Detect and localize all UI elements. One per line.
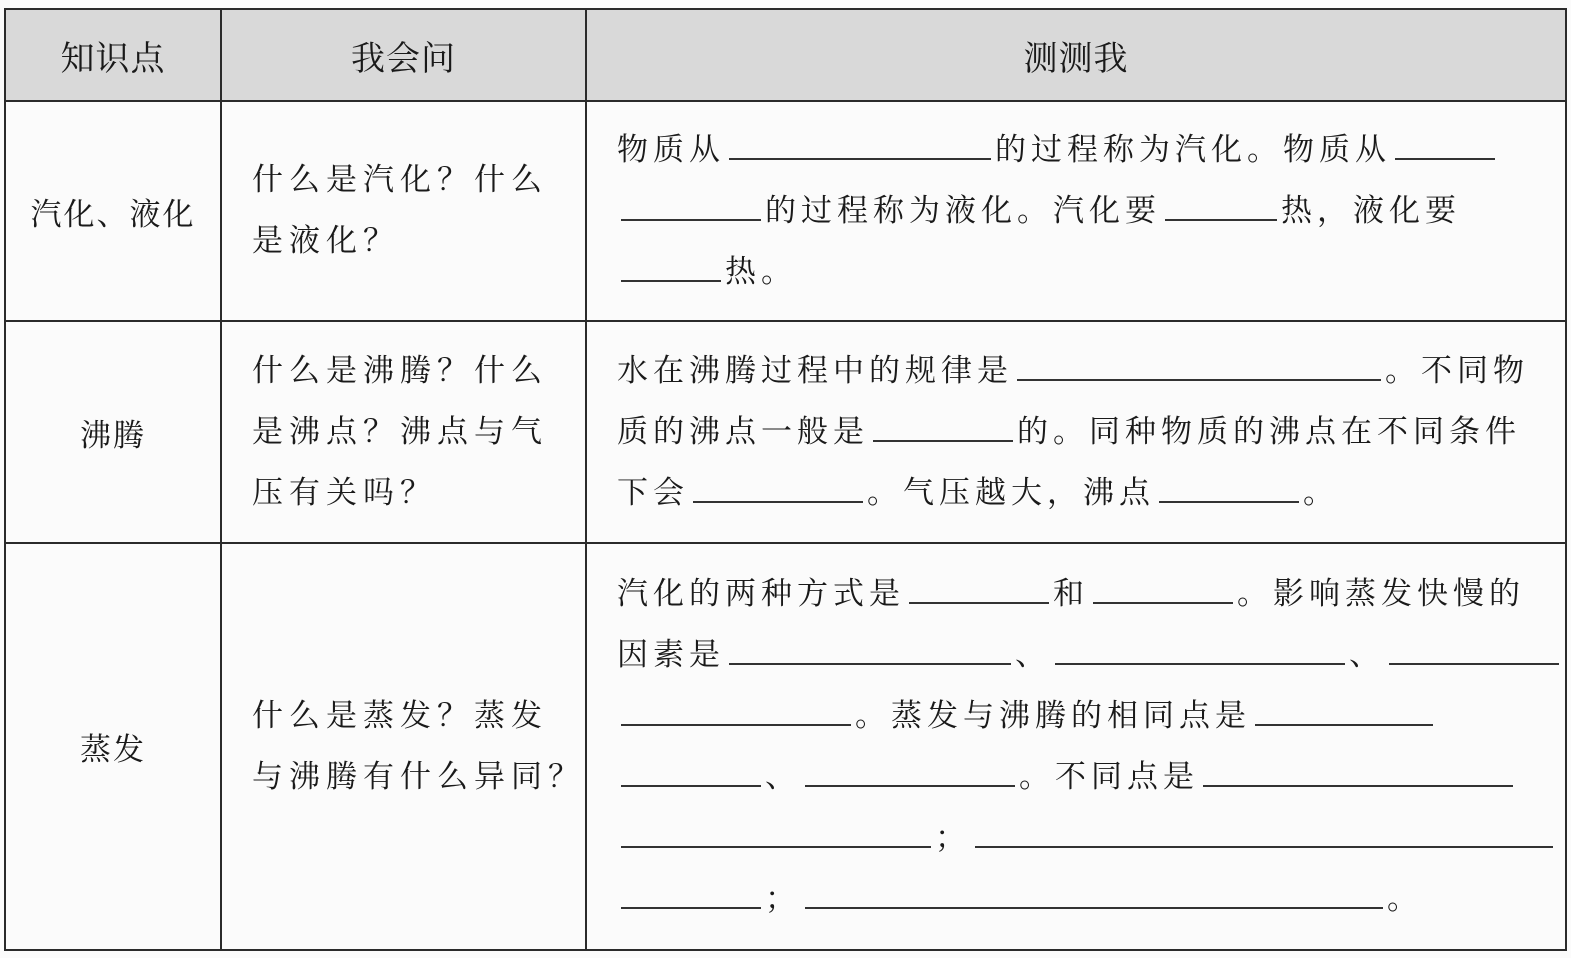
test-text: 。 [1387,880,1423,917]
answer-blank[interactable] [621,189,761,221]
test-text: 热，液化要 [1281,192,1461,229]
header-ask: 我会问 [221,9,586,101]
answer-blank[interactable] [909,572,1049,604]
topic-cell: 汽化、液化 [5,101,221,321]
answer-blank[interactable] [1017,349,1381,381]
test-text: 下会 [617,474,689,511]
test-text: ； [765,880,801,917]
ask-line: 是沸点？沸点与气 [252,413,548,450]
test-cell [586,101,1566,321]
test-cell [586,321,1566,543]
test-line [617,625,1541,686]
test-cell [586,543,1566,950]
answer-blank[interactable] [1255,694,1433,726]
answer-blank[interactable] [1159,471,1299,503]
test-line [617,341,1541,402]
ask-line: 与沸腾有什么异同？ [252,758,585,795]
ask-line: 压有关吗？ [252,474,437,511]
answer-blank[interactable] [1395,128,1495,160]
ask-line: 是液化？ [252,223,400,259]
test-line [617,869,1541,930]
answer-blank[interactable] [621,877,761,909]
test-text: 因素是 [617,636,725,673]
answer-blank[interactable] [1055,633,1345,665]
test-line [617,808,1541,869]
test-text: 的过程称为汽化。物质从 [995,131,1391,168]
answer-blank[interactable] [621,755,761,787]
test-text: 热。 [725,253,797,290]
test-line [617,463,1541,524]
test-text: 。气压越大，沸点 [867,474,1155,511]
answer-blank[interactable] [805,755,1015,787]
ask-cell [221,321,586,543]
answer-blank[interactable] [729,128,991,160]
test-text: 汽化的两种方式是 [617,575,905,612]
topic-cell: 蒸发 [5,543,221,950]
test-text: 水在沸腾过程中的规律是 [617,352,1013,389]
test-text: 。蒸发与沸腾的相同点是 [855,697,1251,734]
test-line [617,181,1541,242]
test-text: 和 [1053,575,1089,612]
answer-blank[interactable] [1389,633,1559,665]
header-row [5,9,1566,101]
test-line [617,686,1541,747]
test-text: 质的沸点一般是 [617,413,869,450]
ask-line: 什么是沸腾？什么 [252,352,548,389]
test-line [617,747,1541,808]
answer-blank[interactable] [621,816,931,848]
header-test: 测测我 [586,9,1566,101]
answer-blank[interactable] [873,410,1013,442]
test-text: 的过程称为液化。汽化要 [765,192,1161,229]
table-row [5,543,1566,950]
answer-blank[interactable] [1093,572,1233,604]
answer-blank[interactable] [621,694,851,726]
answer-blank[interactable] [1203,755,1513,787]
test-line [617,564,1541,625]
test-line [617,402,1541,463]
answer-blank[interactable] [693,471,863,503]
test-text: 。不同点是 [1019,758,1199,795]
test-text: 。影响蒸发快慢的 [1237,575,1525,612]
test-text: 。 [1303,474,1339,511]
answer-blank[interactable] [621,250,721,282]
answer-blank[interactable] [1165,189,1277,221]
test-line [617,242,1541,303]
test-text: 。不同物 [1385,352,1529,389]
test-text: 、 [765,758,801,795]
ask-line: 什么是汽化？什么 [252,162,548,198]
knowledge-table [4,8,1567,951]
test-text: ； [935,819,971,856]
table-row [5,101,1566,321]
answer-blank[interactable] [805,877,1383,909]
ask-line: 什么是蒸发？蒸发 [252,697,548,734]
topic-cell: 沸腾 [5,321,221,543]
answer-blank[interactable] [729,633,1011,665]
answer-blank[interactable] [975,816,1553,848]
table-row [5,321,1566,543]
header-topic: 知识点 [5,9,221,101]
ask-cell [221,101,586,321]
test-text: 的。同种物质的沸点在不同条件 [1017,413,1521,450]
ask-cell [221,543,586,950]
test-text: 物质从 [617,131,725,168]
test-text: 、 [1015,636,1051,673]
test-text: 、 [1349,636,1385,673]
test-line [617,120,1541,181]
